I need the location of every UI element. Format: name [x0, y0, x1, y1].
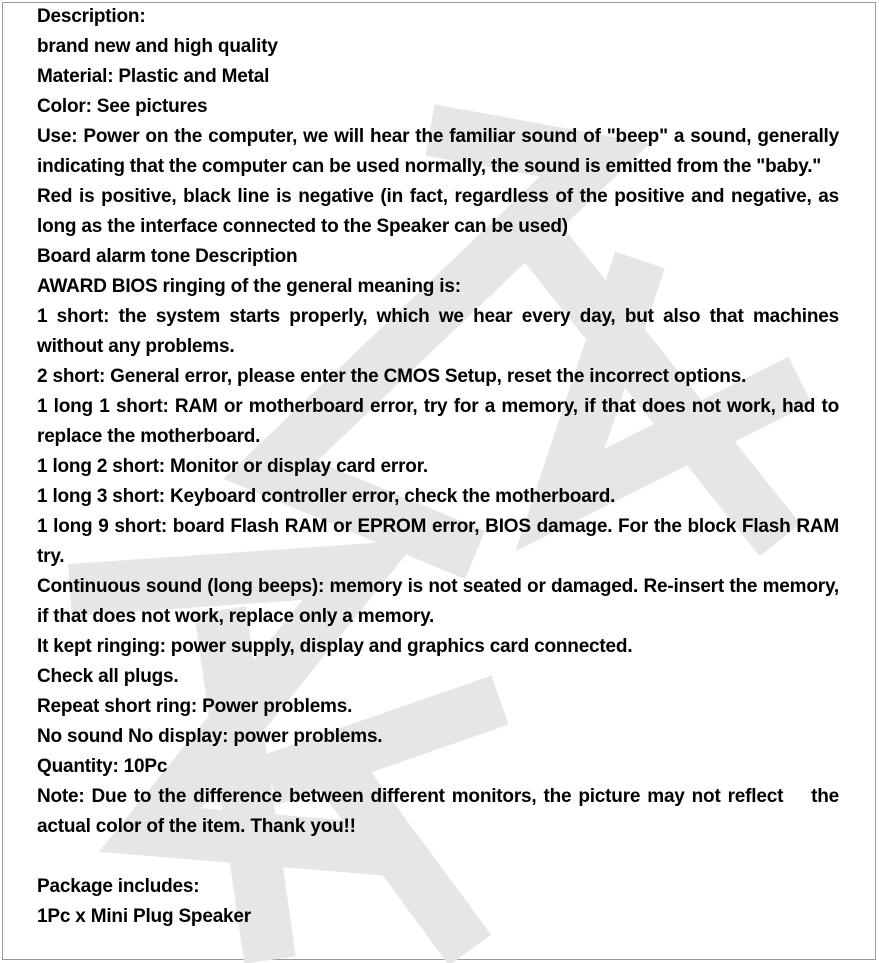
material-line: Material: Plastic and Metal: [37, 66, 270, 87]
note-paragraph: Note: Due to the difference between different monitors, the picture may not reflect the actual color of the item. Thank you!!: [37, 786, 845, 837]
check-plugs-line: Check all plugs.: [37, 666, 179, 687]
quantity-line: Quantity: 10Pc: [37, 756, 168, 777]
description-heading: Description:: [37, 6, 146, 27]
award-heading: AWARD BIOS ringing of the general meaning is:: [37, 276, 461, 297]
quality-line: brand new and high quality: [37, 36, 278, 57]
beep-code-1-long-3-short: 1 long 3 short: Keyboard controller error, check the motherboard.: [37, 486, 616, 507]
product-description: [37, 2, 845, 932]
beep-code-2-short: 2 short: General error, please enter the CMOS Setup, reset the incorrect options.: [37, 366, 747, 387]
package-item: 1Pc x Mini Plug Speaker: [37, 906, 251, 927]
beep-code-1-long-9-short: 1 long 9 short: board Flash RAM or EPROM error, BIOS damage. For the block Flash RAM try.: [37, 516, 839, 567]
beep-code-repeat-short: Repeat short ring: Power problems.: [37, 696, 353, 717]
beep-code-1-short: 1 short: the system starts properly, which we hear every day, but also that machines without any problems.: [37, 306, 839, 357]
beep-code-1-long-2-short: 1 long 2 short: Monitor or display card error.: [37, 456, 428, 477]
color-line: Color: See pictures: [37, 96, 208, 117]
beep-code-continuous: Continuous sound (long beeps): memory is not seated or damaged. Re-insert the memory, if that does not work, replace only a memory.: [37, 576, 839, 627]
beep-code-no-sound: No sound No display: power problems.: [37, 726, 383, 747]
spacer: [37, 842, 839, 872]
beep-code-kept-ringing: It kept ringing: power supply, display and graphics card connected.: [37, 636, 633, 657]
package-heading: Package includes:: [37, 876, 200, 897]
beep-code-1-long-1-short: 1 long 1 short: RAM or motherboard error, try for a memory, if that does not work, had to replace the motherboard.: [37, 396, 839, 447]
polarity-paragraph: Red is positive, black line is negative (in fact, regardless of the positive and negative, as long as the interface connected to the Speaker can be used): [37, 186, 839, 237]
alarm-heading: Board alarm tone Description: [37, 246, 298, 267]
use-paragraph: Use: Power on the computer, we will hear the familiar sound of "beep" a sound, generally indicating that the computer can be used normally, the sound is emitted from the "baby.": [37, 126, 839, 177]
